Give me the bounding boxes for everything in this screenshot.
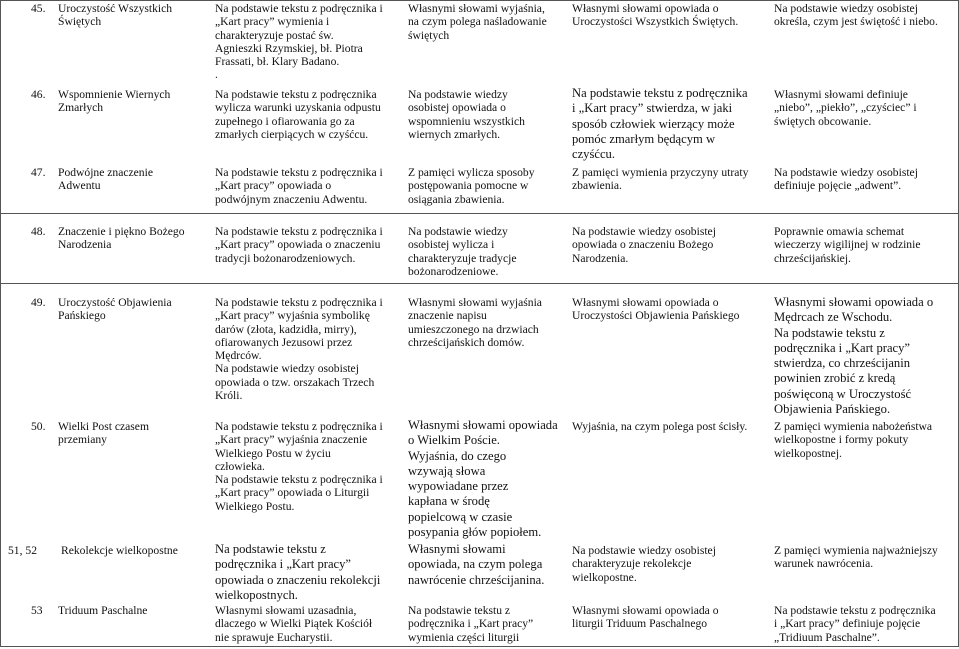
requirement-cell: Własnymi słowami opowiada o Uroczystości Objawienia Pańskiego — [572, 296, 740, 323]
requirement-cell: Własnymi słowami opowiada o Uroczystości Wszystkich Świętych. — [572, 2, 739, 29]
lesson-topic: Uroczystość Objawienia Pańskiego — [58, 296, 172, 323]
requirement-cell: Własnymi słowami wyjaśnia, na czym polega naśladowanie świętych — [408, 2, 547, 42]
requirement-cell: Na podstawie tekstu z podręcznika i „Kart pracy” stwierdza, w jaki sposób człowiek wierzący może pomóc zmarłym będącym w czyśćcu. — [572, 86, 748, 162]
requirement-cell: Na podstawie wiedzy osobistej definiuje pojęcie „adwent”. — [774, 166, 918, 193]
requirement-cell: Na podstawie tekstu z podręcznika i „Kart pracy” wyjaśnia symbolikę darów (złota, kadzidła, mirry), ofiarowanych Jezusowi przez Mędrców. Na podstawie wiedzy osobistej opowiada o tzw. orszakach Trzech Króli. — [215, 296, 383, 403]
lesson-number: 47. — [31, 166, 46, 179]
requirement-cell: Własnymi słowami opowiada, na czym polega nawrócenie chrześcijanina. — [408, 542, 545, 587]
lesson-number: 45. — [31, 2, 46, 15]
requirement-cell: Na podstawie tekstu z podręcznika i „Kart pracy” wymienia części liturgii — [408, 604, 534, 644]
requirement-cell: Na podstawie wiedzy osobistej wylicza i charakteryzuje tradycje bożonarodzeniowe. — [408, 225, 517, 278]
lesson-number: 50. — [31, 420, 46, 433]
lesson-number: 53 — [31, 604, 43, 617]
lesson-number: 46. — [31, 88, 46, 101]
requirement-cell: Na podstawie wiedzy osobistej opowiada o wspomnieniu wszystkich wiernych zmarłych. — [408, 88, 525, 141]
requirement-cell: Własnymi słowami opowiada o Wielkim Poście. Wyjaśnia, do czego wzywają słowa wypowiadane przez kapłana w środę popielcową w czasie posypania głów popiołem. — [408, 418, 558, 540]
requirement-cell: Na podstawie tekstu z podręcznika i „Kart pracy” definiuje pojęcie „Tridiuum Paschalne”. — [774, 604, 936, 644]
requirement-cell: Na podstawie tekstu z podręcznika i „Kart pracy” wymienia i charakteryzuje postać św. Agnieszki Rzymskiej, bł. Piotra Frassati, bł. Klary Badano. . — [215, 2, 383, 82]
requirement-cell: Na podstawie tekstu z podręcznika i „Kart pracy” wyjaśnia znaczenie Wielkiego Postu w życiu człowieka. Na podstawie tekstu z podręcznika i „Kart pracy” opowiada o Liturgii Wielkiego Postu. — [215, 420, 383, 513]
requirement-cell: Własnymi słowami opowiada o Mędrcach ze Wschodu. Na podstawie tekstu z podręcznika i „Kart pracy” stwierdza, co chrześcijanin powinien zrobić z kredą poświęconą w Uroczystość Objawienia Pańskiego. — [774, 295, 934, 417]
requirement-cell: Poprawnie omawia schemat wieczerzy wigilijnej w rodzinie chrześcijańskiej. — [774, 225, 921, 265]
requirement-cell: Na podstawie tekstu z podręcznika i „Kart pracy” opowiada o podwójnym znaczeniu Adwentu. — [215, 166, 383, 206]
requirement-cell: Wyjaśnia, na czym polega post ścisły. — [572, 420, 748, 433]
requirement-cell: Własnymi słowami wyjaśnia znaczenie napisu umieszczonego na drzwiach chrześcijańskich domów. — [408, 296, 542, 349]
lesson-number: 49. — [31, 296, 46, 309]
table-border-bottom — [0, 646, 959, 647]
requirement-cell: Na podstawie tekstu z podręcznika i „Kart pracy” opowiada o znaczeniu rekolekcji wielkopostnych. — [215, 542, 381, 602]
lesson-topic: Wspomnienie Wiernych Zmarłych — [58, 88, 171, 115]
requirement-cell: Z pamięci wylicza sposoby postępowania pomocne w osiągania zbawienia. — [408, 166, 535, 206]
row-divider — [0, 213, 959, 214]
row-divider — [0, 283, 959, 284]
table-border-top — [0, 0, 959, 1]
lesson-topic: Wielki Post czasem przemiany — [58, 420, 149, 447]
lesson-topic: Uroczystość Wszystkich Świętych — [58, 2, 173, 29]
requirement-cell: Z pamięci wymienia najważniejszy warunek nawrócenia. — [774, 544, 938, 571]
requirement-cell: Na podstawie wiedzy osobistej charakteryzuje rekolekcje wielkopostne. — [572, 544, 716, 584]
table-border-left — [0, 0, 1, 647]
requirement-cell: Na podstawie tekstu z podręcznika wylicza warunki uzyskania odpustu zupełnego i ofiarowania go za zmarłych cierpiących w czyśćcu. — [215, 88, 381, 141]
requirement-cell: Własnymi słowami uzasadnia, dlaczego w Wielki Piątek Kościół nie sprawuje Eucharystii. — [215, 604, 373, 644]
lesson-topic: Znaczenie i piękno Bożego Narodzenia — [58, 225, 185, 252]
lesson-topic: Podwójne znaczenie Adwentu — [58, 166, 153, 193]
lesson-number: 48. — [31, 225, 46, 238]
requirement-cell: Na podstawie tekstu z podręcznika i „Kart pracy” opowiada o znaczeniu tradycji bożonarodzeniowych. — [215, 225, 383, 265]
requirement-cell: Własnymi słowami opowiada o liturgii Triduum Paschalnego — [572, 604, 719, 631]
lesson-number: 51, 52 — [8, 544, 37, 557]
requirement-cell: Z pamięci wymienia przyczyny utraty zbawienia. — [572, 166, 749, 193]
lesson-topic: Rekolekcje wielkopostne — [61, 544, 178, 557]
requirement-cell: Własnymi słowami definiuje „niebo”, „piekło”, „czyściec” i świętych obcowanie. — [774, 88, 917, 128]
requirement-cell: Na podstawie wiedzy osobistej określa, czym jest świętość i niebo. — [774, 2, 938, 29]
lesson-topic: Triduum Paschalne — [58, 604, 148, 617]
requirement-cell: Na podstawie wiedzy osobistej opowiada o znaczeniu Bożego Narodzenia. — [572, 225, 716, 265]
requirement-cell: Z pamięci wymienia nabożeństwa wielkopostne i formy pokuty wielkopostnej. — [774, 420, 933, 460]
